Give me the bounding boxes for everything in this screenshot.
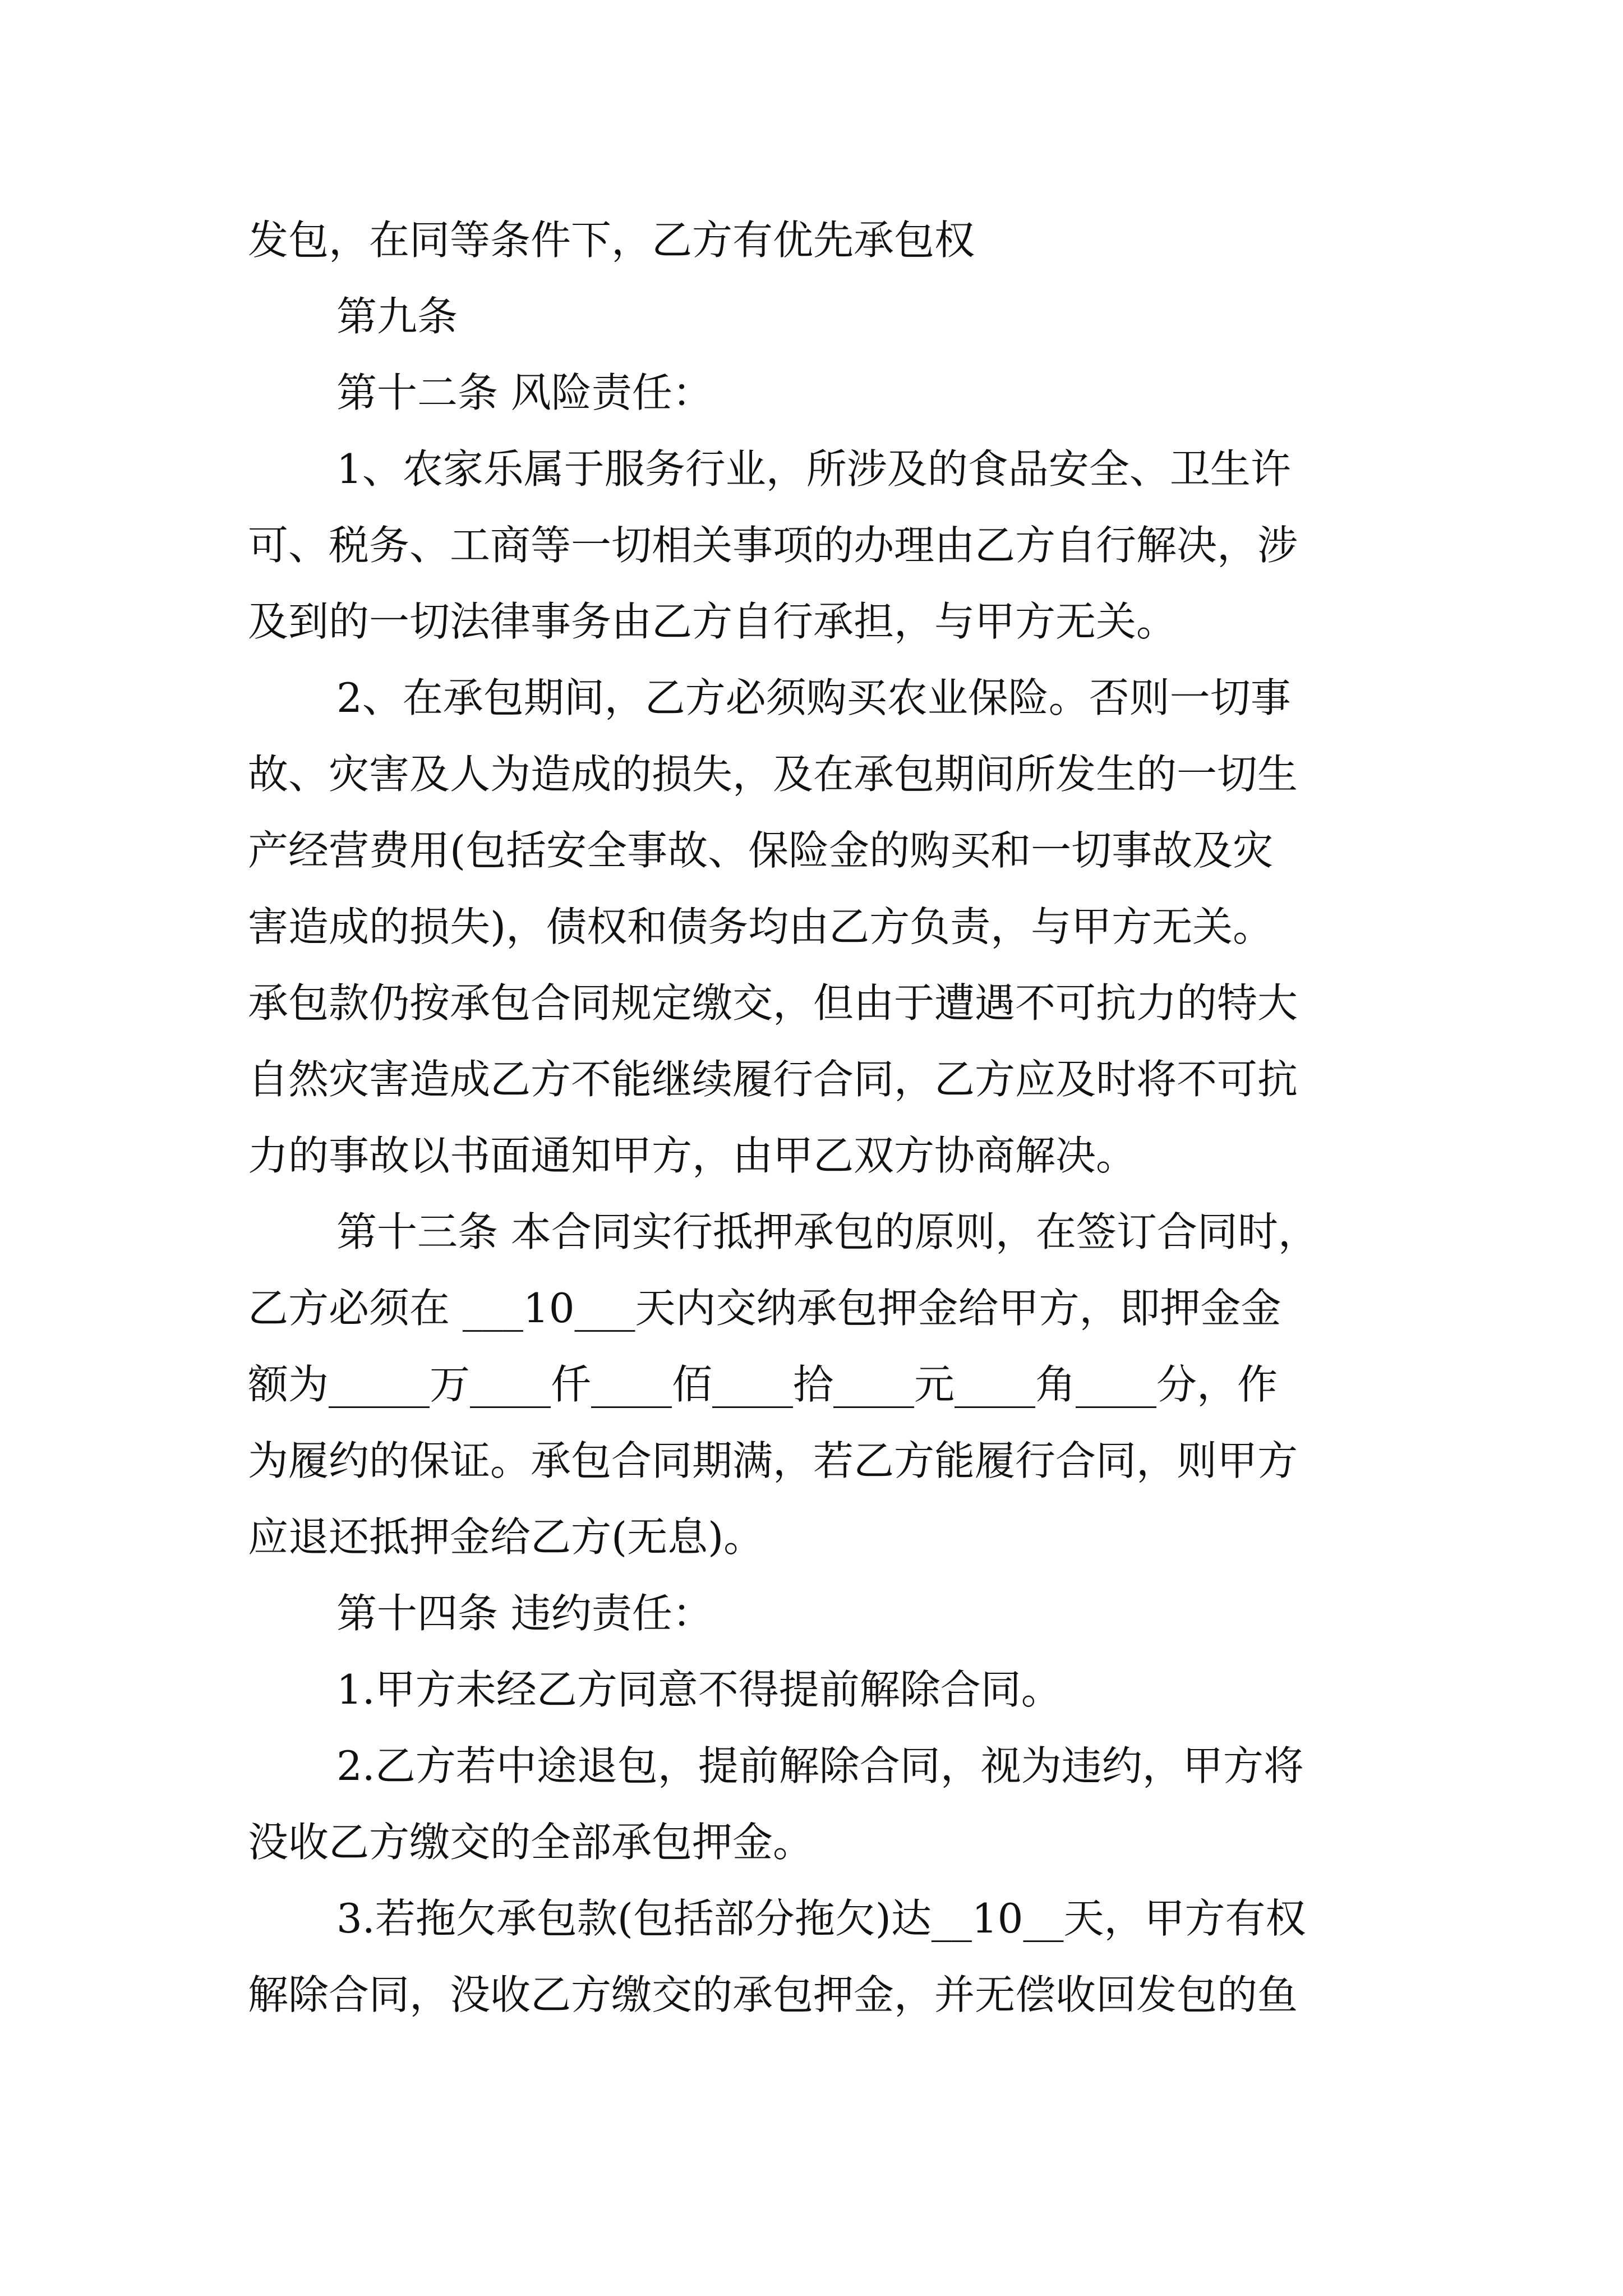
- text-line: 故、灾害及人为造成的损失，及在承包期间所发生的一切生: [248, 751, 1298, 798]
- text-line: 及到的一切法律事务由乙方自行承担，与甲方无关。: [248, 598, 1177, 645]
- text-line: 发包，在同等条件下，乙方有优先承包权: [248, 217, 975, 264]
- text-line: 力的事故以书面通知甲方，由甲乙双方协商解决。: [248, 1132, 1137, 1179]
- text-line: 可、税务、工商等一切相关事项的办理由乙方自行解决，涉: [248, 522, 1298, 569]
- text-line: 1、农家乐属于服务行业，所涉及的食品安全、卫生许: [336, 445, 1291, 493]
- text-line: 第十四条 违约责任：: [336, 1590, 713, 1637]
- text-line: 产经营费用(包括安全事故、保险金的购买和一切事故及灾: [248, 827, 1274, 874]
- text-line: 为履约的保证。承包合同期满，若乙方能履行合同，则甲方: [248, 1437, 1298, 1484]
- text-line: 解除合同，没收乙方缴交的承包押金，并无偿收回发包的鱼: [248, 1971, 1298, 2018]
- text-line: 3.若拖欠承包款(包括部分拖欠)达__10__天，甲方有权: [336, 1895, 1306, 1942]
- text-line: 额为_____万____仟____佰____拾____元____角____分，作: [248, 1361, 1278, 1408]
- text-line: 第十二条 风险责任：: [336, 369, 713, 416]
- document-body: [248, 202, 1398, 2033]
- text-line: 自然灾害造成乙方不能继续履行合同，乙方应及时将不可抗: [248, 1056, 1298, 1103]
- text-line: 害造成的损失)，债权和债务均由乙方负责，与甲方无关。: [248, 903, 1274, 950]
- text-line: 第九条: [336, 293, 458, 340]
- text-line: 乙方必须在 ___10___天内交纳承包押金给甲方，即押金金: [248, 1285, 1281, 1332]
- text-line: 2.乙方若中途退包，提前解除合同，视为违约，甲方将: [336, 1742, 1304, 1789]
- text-line: 2、在承包期间，乙方必须购买农业保险。否则一切事: [336, 674, 1291, 721]
- text-line: 承包款仍按承包合同规定缴交，但由于遭遇不可抗力的特大: [248, 979, 1298, 1027]
- text-line: 1.甲方未经乙方同意不得提前解除合同。: [336, 1666, 1062, 1713]
- text-line: 第十三条 本合同实行抵押承包的原则，在签订合同时，: [336, 1208, 1318, 1255]
- text-line: 没收乙方缴交的全部承包押金。: [248, 1819, 814, 1866]
- text-line: 应退还抵押金给乙方(无息)。: [248, 1513, 764, 1561]
